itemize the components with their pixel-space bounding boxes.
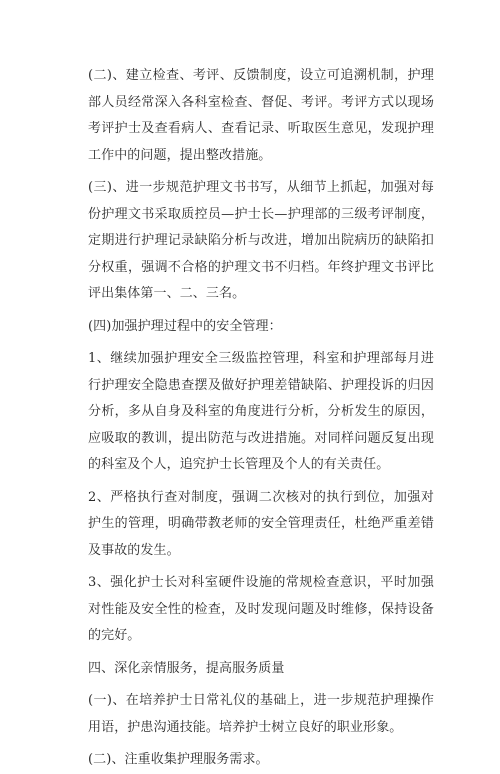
paragraph-verification-system: 2、严格执行查对制度，强调二次核对的执行到位，加强对护生的管理，明确带教老师的安全管理责任，杜绝严重差错及事故的发生。 <box>88 489 434 558</box>
paragraph-safety-management-heading: (四)加强护理过程中的安全管理： <box>88 318 282 334</box>
paragraph-inspection-feedback: (二)、建立检查、考评、反馈制度，设立可追溯机制，护理部人员经常深入各科室检查、督促、考评。考评方式以现场考评护士及查看病人、查看记录、听取医生意见，发现护理工作中的问题，提出整改措施。 <box>88 68 434 163</box>
paragraph-etiquette-training: (一)、在培养护士日常礼仪的基础上，进一步规范护理操作用语，护患沟通技能。培养护士树立良好的职业形象。 <box>88 693 434 735</box>
section-heading-service-quality: 四、深化亲情服务，提高服务质量 <box>88 660 285 676</box>
paragraph-equipment-inspection: 3、强化护士长对科室硬件设施的常规检查意识，平时加强对性能及安全性的检查，及时发现问题及时维修，保持设备的完好。 <box>88 575 434 643</box>
paragraph-nursing-documents: (三)、进一步规范护理文书书写，从细节上抓起，加强对每份护理文书采取质控员—护士长—护理部的三级考评制度，定期进行护理记录缺陷分析与改进，增加出院病历的缺陷扣分权重，强调不合格的护理文书不归档。年终护理文书评比评出集体第一、二、三名。 <box>88 180 434 301</box>
paragraph-safety-monitoring: 1、继续加强护理安全三级监控管理，科室和护理部每月进行护理安全隐患查摆及做好护理差错缺陷、护理投诉的归因分析，多从自身及科室的角度进行分析，分析发生的原因，应吸取的教训，提出防范与改进措施。对同样问题反复出现的科室及个人，追究护士长管理及个人的有关责任。 <box>88 351 434 472</box>
paragraph-service-needs: (二)、注重收集护理服务需求。 <box>88 752 269 767</box>
document-body <box>88 63 434 774</box>
